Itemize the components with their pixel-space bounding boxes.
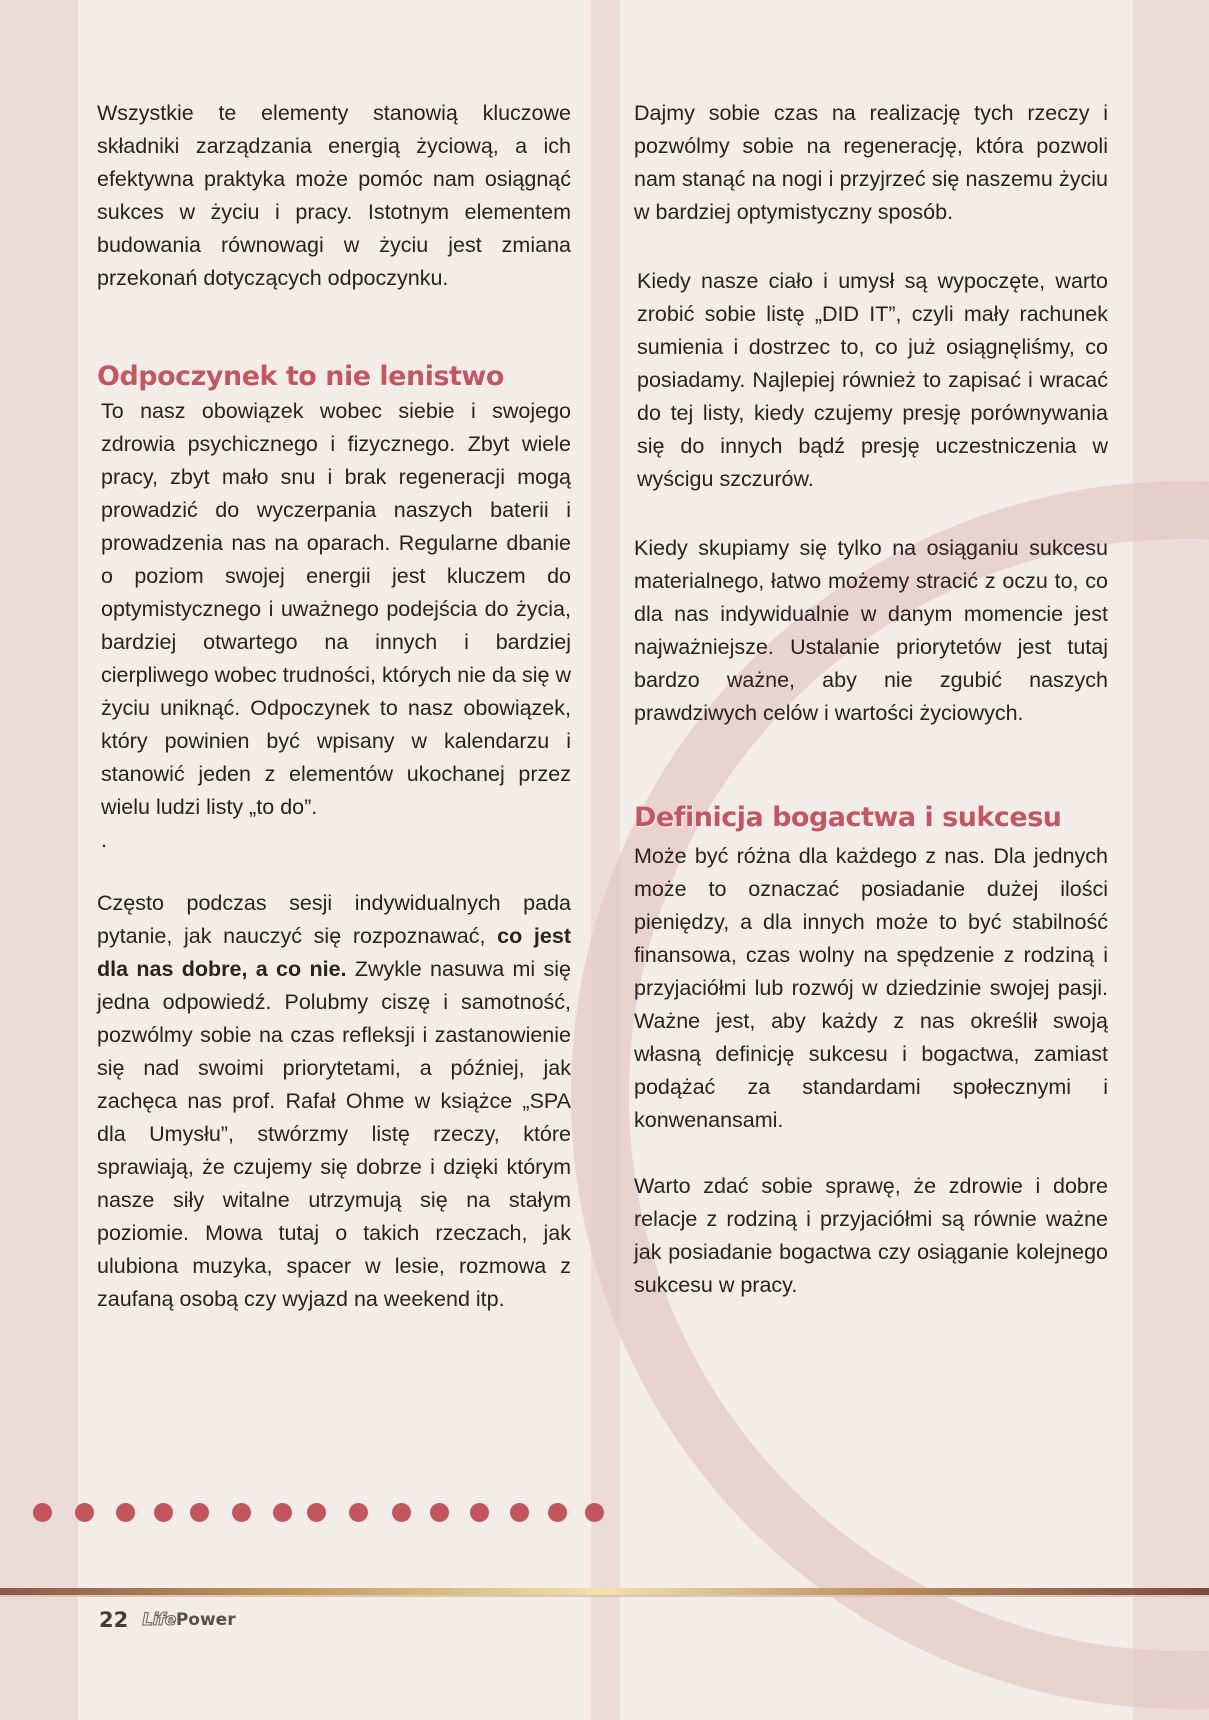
dot [154,1503,173,1522]
sessions-paragraph: Często podczas sesji indywidualnych pada pytanie, jak nauczyć się rozpoznawać, co jest dla nas dobre, a co nie. Zwykle nasuwa mi się jedna odpowiedź. Polubmy ciszę i samotność, pozwólmy sobie na czas refleksji i zastanowienie się nad swoimi priorytetami, a później, jak zachęca nas prof. Rafał Ohme w książce „SPA dla Umysłu”, stwórzmy listę rzeczy, które sprawiają, że czujemy się dobrze i dzięki którym nasze siły witalne utrzymują się na stałym poziomie. Mowa tutaj o takich rzeczach, jak ulubiona muzyka, spacer w lesie, rozmowa z zaufaną osobą czy wyjazd na weekend itp. [97,891,571,1311]
decorative-dots [33,1503,603,1523]
dot [273,1503,292,1522]
right-paragraph-2: Kiedy nasze ciało i umysł są wypoczęte, warto zrobić sobie listę „DID IT”, czyli mały rachunek sumienia i dostrzec to, co już osiągnęliśmy, co posiadamy. Najlepiej również to zapisać i wracać do tej listy, kiedy czujemy presję porównywania się do innych bądź presję uczestniczenia w wyścigu szczurów. [637,269,1108,491]
right-paragraph-5: Warto zdać sobie sprawę, że zdrowie i dobre relacje z rodziną i przyjaciółmi są równie ważne jak posiadanie bogactwa czy osiąganie kolejnego sukcesu w pracy. [634,1174,1108,1297]
intro-paragraph: Wszystkie te elementy stanowią kluczowe składniki zarządzania energią życiową, a ich efektywna praktyka może pomóc nam osiągnąć sukces w życiu i pracy. Istotnym elementem budowania równowagi w życiu jest zmiana przekonań dotyczących odpoczynku. [97,101,571,290]
dot [307,1503,326,1522]
brand-logo [142,1610,235,1630]
right-paragraph-3: Kiedy skupiamy się tylko na osiąganiu sukcesu materialnego, łatwo możemy stracić z oczu to, co dla nas indywidualnie w danym momencie jest najważniejsze. Ustalanie priorytetów jest tutaj bardzo ważne, aby nie zgubić naszych prawdziwych celów i wartości życiowych. [634,536,1108,725]
dot [349,1503,368,1522]
left-column [97,97,571,1316]
right-paragraph-1: Dajmy sobie czas na realizację tych rzeczy i pozwólmy sobie na regenerację, która pozwoli nam stanąć na nogi i przyjrzeć się naszemu życiu w bardziej optymistyczny sposób. [634,101,1108,224]
brand-logo-life: Life [142,1610,176,1630]
dot [548,1503,567,1522]
dot [510,1503,529,1522]
section-heading-rest: Odpoczynek to nie lenistwo [97,361,504,392]
stray-dot: . [101,828,107,852]
dot [33,1503,52,1522]
footer-rule [0,1588,1209,1595]
section-heading-wealth: Definicja bogactwa i sukcesu [634,802,1062,833]
dot [232,1503,251,1522]
footer-rule-shadow [0,1595,1209,1597]
dot [470,1503,489,1522]
right-paragraph-4: Może być różna dla każdego z nas. Dla jednych może to oznaczać posiadanie dużej ilości pieniędzy, a dla innych może to być stabilność finansowa, czas wolny na spędzenie z rodziną i przyjaciółmi lub rozwój w dziedzinie swojej pasji. Ważne jest, aby każdy z nas określił swoją własną definicję sukcesu i bogactwa, zamiast podążać za standardami społecznymi i konwenansami. [634,844,1108,1132]
right-column [634,97,1108,1302]
dot [430,1503,449,1522]
dot [190,1503,209,1522]
bold-phrase: co jest dla nas dobre, a co nie. [97,924,571,981]
brand-logo-power: Power [175,1610,236,1630]
dot [392,1503,411,1522]
dot [75,1503,94,1522]
dot [116,1503,135,1522]
dot [585,1503,604,1522]
rest-paragraph: To nasz obowiązek wobec siebie i swojego zdrowia psychicznego i fizycznego. Zbyt wiele pracy, zbyt mało snu i brak regeneracji mogą prowadzić do wyczerpania naszych baterii i prowadzenia nas na oparach. Regularne dbanie o poziom swojej energii jest kluczem do optymistycznego i uważnego podejścia do życia, bardziej otwartego na innych i bardziej cierpliwego wobec trudności, których nie da się w życiu uniknąć. Odpoczynek to nasz obowiązek, który powinien być wpisany w kalendarzu i stanowić jeden z elementów ukochanej przez wielu ludzi listy „to do”. [101,399,571,819]
page-footer [99,1605,236,1635]
page-number: 22 [99,1608,129,1632]
